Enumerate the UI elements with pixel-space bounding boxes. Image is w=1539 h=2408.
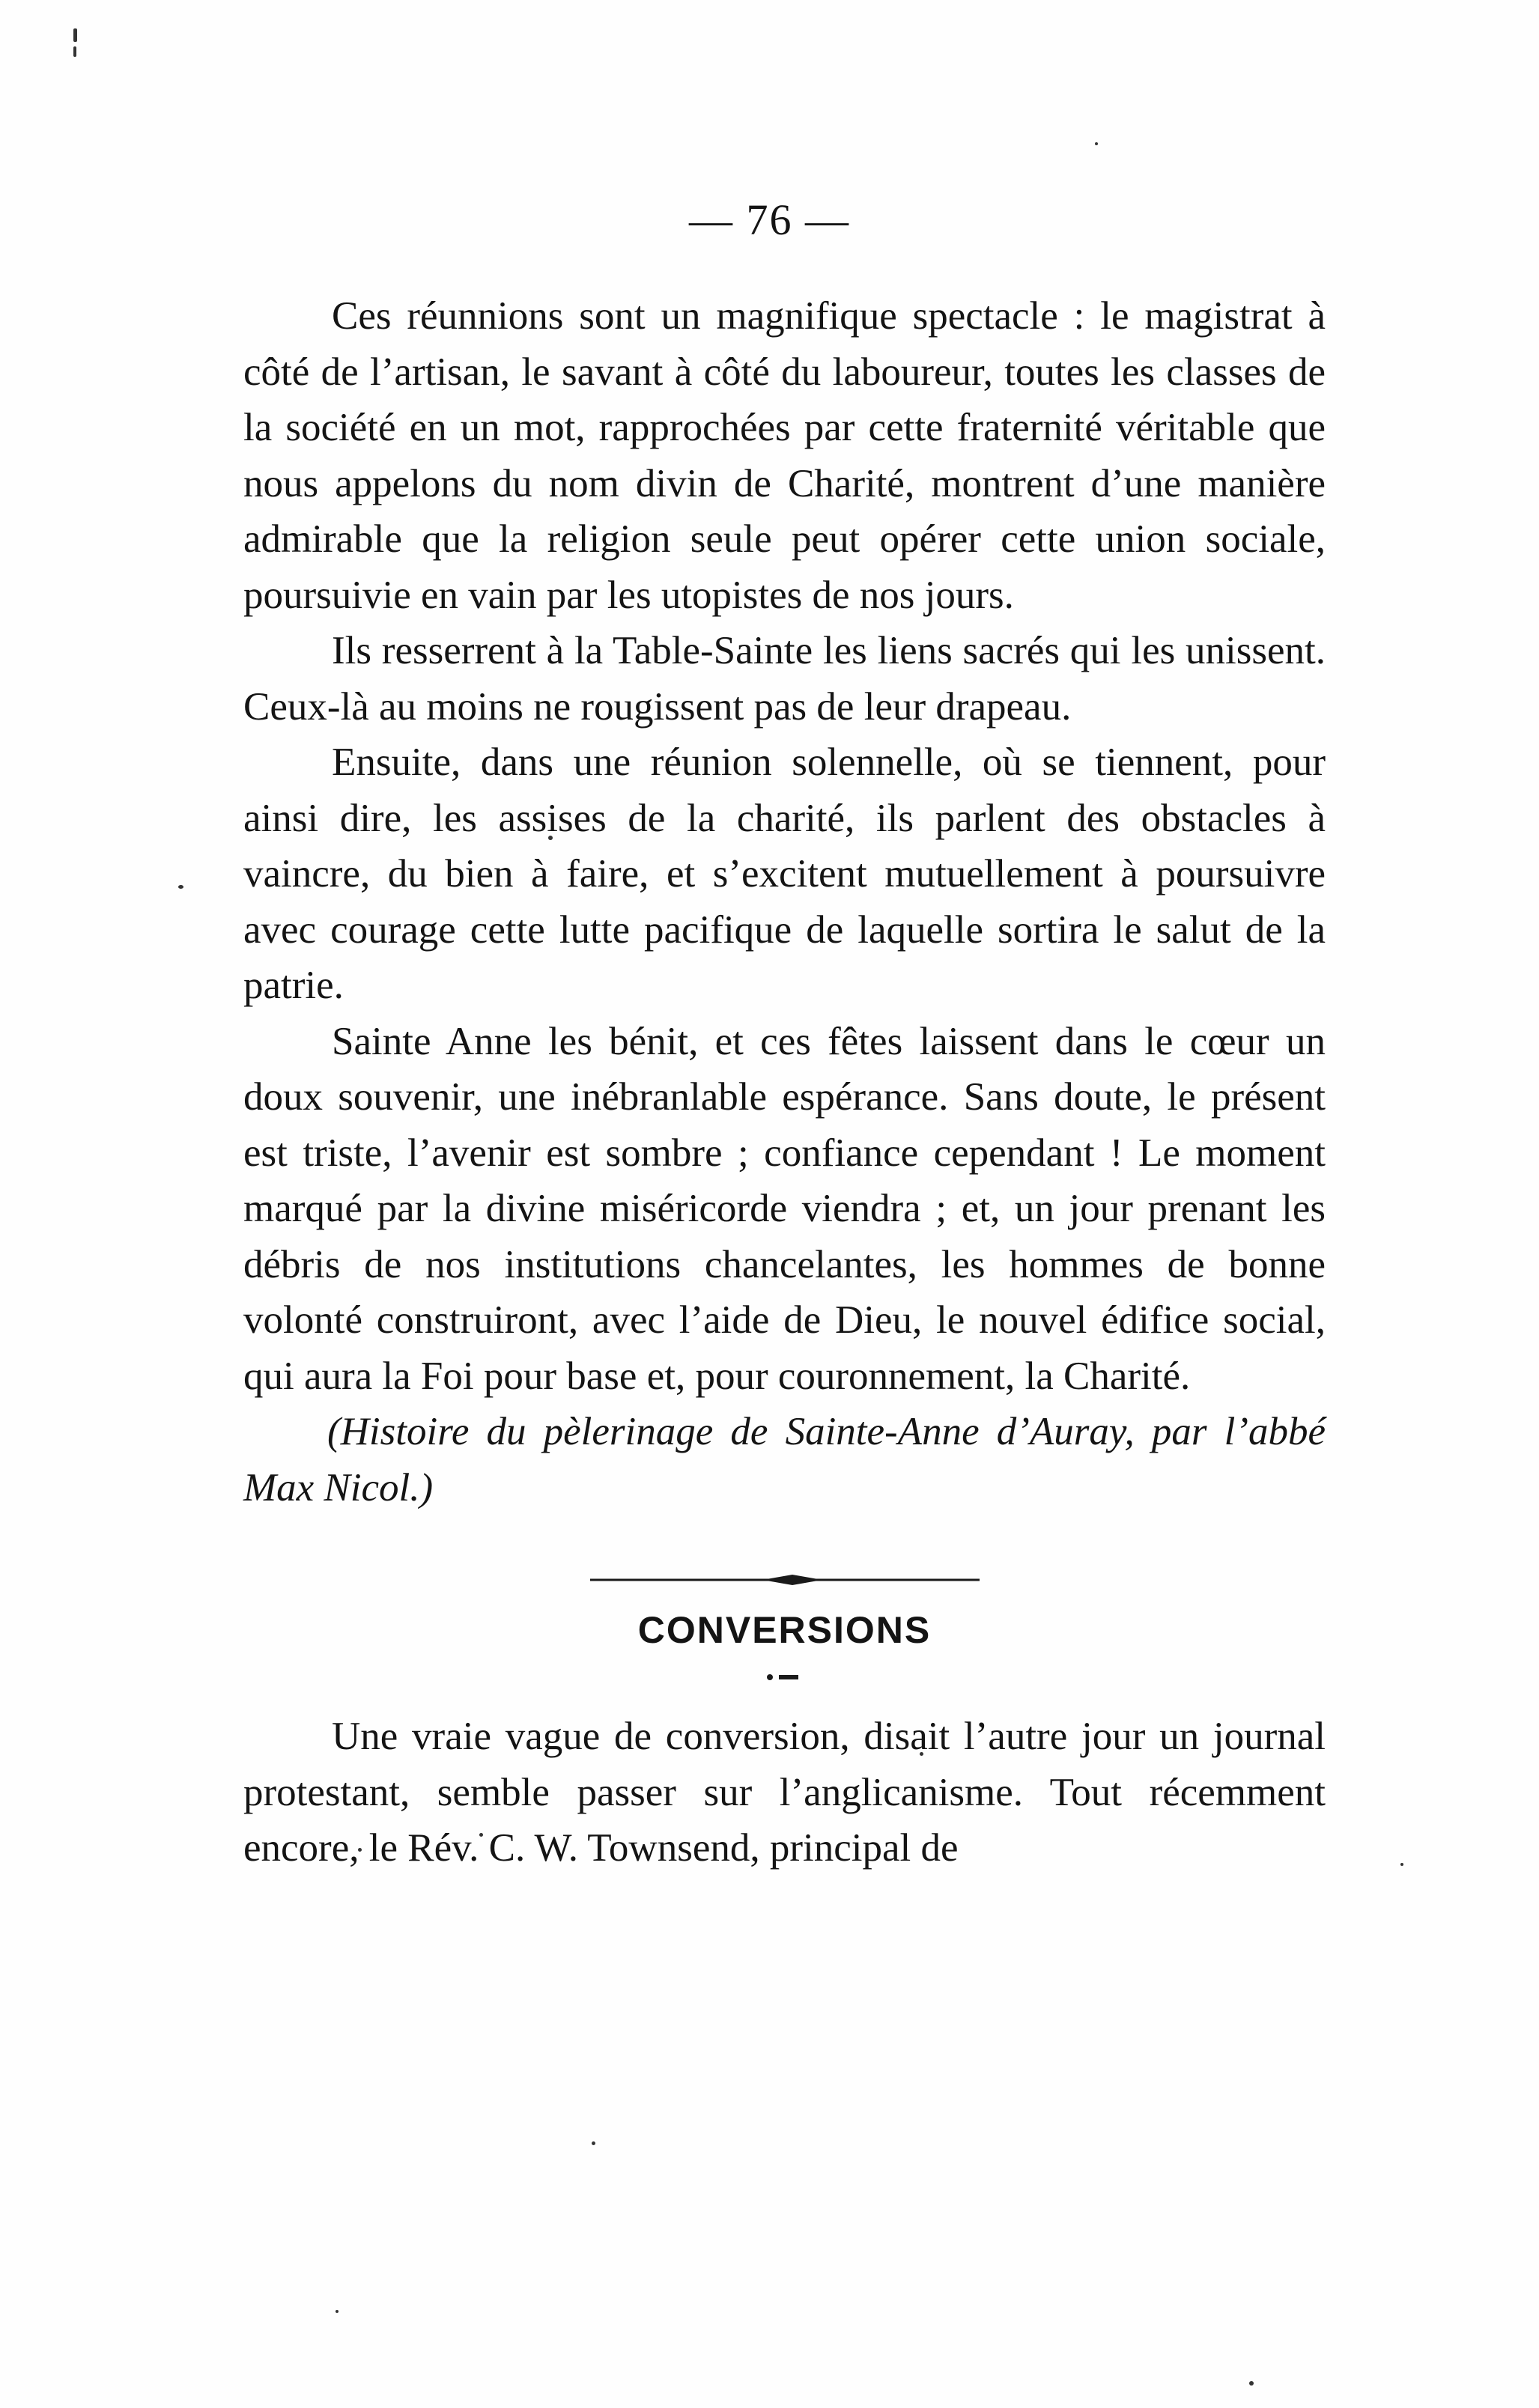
paragraph-reunions: Ces réunnions sont un magnifique spectacle : le magistrat à côté de l’artisan, le savant à côté du laboureur, toutes les classes de la société en un mot, rapprochées par cette fraternité véritable que nous appelons du nom divin de Charité, montrent d’une manière admirable que la religion seule peut opérer cette union sociale, poursuivie en vain par les utopistes de nos jours. (243, 294, 1326, 617)
scan-speck (1095, 142, 1098, 145)
ornamental-rule (590, 1571, 980, 1589)
scan-speck (178, 885, 183, 889)
body-text (243, 288, 1326, 1876)
paragraph-conversions: Une vraie vague de conversion, disait l’autre jour un journal protestant, semble passer sur l’anglicanisme. Tout récemment encore, le Rév. C. W. Townsend, principal de (243, 1715, 1326, 1870)
paragraph-sainte-anne: Sainte Anne les bénit, et ces fêtes laissent dans le cœur un doux souvenir, une inébranlable espérance. Sans doute, le présent est triste, l’avenir est sombre ; confiance cependant ! Le moment marqué par la divine miséricorde viendra ; et, un jour prenant les débris de nos institutions chancelantes, les hommes de bonne volonté construiront, avec l’aide de Dieu, le nouvel édifice social, qui aura la Foi pour base et, pour couronnement, la Charité. (243, 1019, 1326, 1398)
scan-speck (336, 2310, 339, 2313)
paragraph-table-sainte: Ils resserrent à la Table-Sainte les liens sacrés qui les unissent. Ceux-là au moins ne rougissent pas de leur drapeau. (243, 629, 1326, 729)
scan-speck (73, 46, 76, 57)
scan-speck (73, 28, 77, 42)
scan-speck (592, 2141, 595, 2145)
scan-speck (1400, 1863, 1403, 1866)
title-dash-ornament (762, 1668, 807, 1683)
scan-speck (1249, 2381, 1254, 2386)
page-number: — 76 — (689, 195, 850, 244)
section-title: CONVERSIONS (637, 1609, 932, 1651)
source-citation: (Histoire du pèlerinage de Sainte-Anne d’Auray, par l’abbé Max Nicol.) (243, 1410, 1326, 1509)
paragraph-assises: Ensuite, dans une réunion solennelle, où se tiennent, pour ainsi dire, les assises de la charité, ils parlent des obstacles à vaincre, du bien à faire, et s’excitent mutuellement à poursuivre avec courage cette lutte pacifique de laquelle sortira le salut de la patrie. (243, 741, 1326, 1007)
